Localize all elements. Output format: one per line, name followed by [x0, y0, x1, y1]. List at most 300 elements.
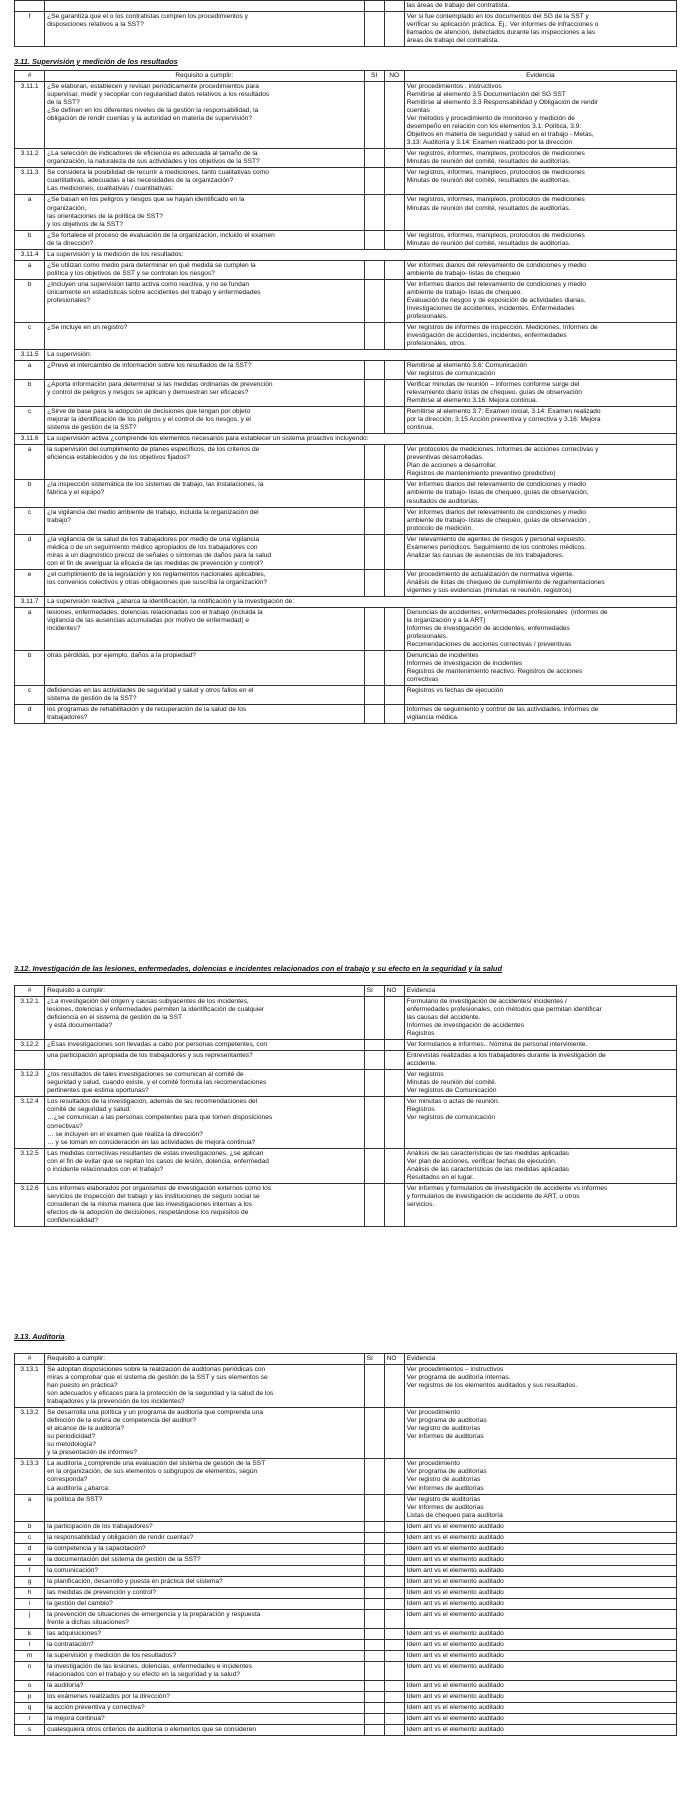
section-313	[14, 1332, 677, 1736]
requirement-line: La auditoría ¿abarca:	[47, 1484, 110, 1492]
evidence-line: Idem ant vs el elemento auditado	[406, 1629, 504, 1637]
si-cell	[364, 686, 384, 705]
evidence-line: Plan de acciones a desarrollar.	[406, 462, 497, 470]
row-number: c	[15, 407, 45, 434]
si-cell	[364, 445, 384, 480]
table-row	[15, 534, 677, 569]
evidence-cell	[404, 1097, 676, 1148]
requirement-line: médica o de un seguimiento médico apropiados de los trabajadores con	[47, 543, 258, 551]
evidence-line: Idem ant vs el elemento auditado	[406, 1566, 504, 1574]
evidence-line: Idem ant vs el elemento auditado	[406, 1544, 504, 1552]
requirement-line: sistema de gestión de la SST?	[47, 695, 137, 703]
evidence-line: Ver informes diarios del relevamiento de condiciones y medio	[406, 261, 586, 269]
row-number: d	[15, 534, 45, 569]
row-number: g	[15, 1576, 45, 1587]
si-cell	[364, 1554, 384, 1565]
table-row	[15, 596, 677, 607]
row-number	[15, 1051, 45, 1070]
table-row	[15, 1692, 677, 1703]
no-cell	[384, 480, 404, 507]
requirement-line: Se desarrolla una política y un programa de auditoría que comprenda una	[47, 1409, 264, 1417]
row-number: b	[15, 230, 45, 249]
requirement-line: organización,	[47, 204, 87, 212]
si-cell	[364, 82, 384, 149]
si-cell	[364, 1183, 384, 1226]
requirement-line: … y se toman en consideración en las actividades de mejora continua?	[47, 1138, 256, 1146]
requirements-table	[14, 70, 677, 724]
requirement-cell	[45, 607, 364, 650]
header-no: NO	[384, 1354, 404, 1365]
si-cell	[364, 279, 384, 322]
evidence-line: Minutas de reunión del comité, resultados de auditorías.	[406, 239, 571, 247]
evidence-line: Minutas de reunión del comité, resultados de auditorías.	[406, 158, 571, 166]
si-cell	[364, 534, 384, 569]
evidence-cell	[404, 1365, 676, 1408]
table-row	[15, 1097, 677, 1148]
header-no: NO	[384, 71, 404, 82]
evidence-line: Analizar las causas de ausencias de los trabajadores.	[406, 551, 564, 559]
requirement-cell	[45, 1051, 364, 1070]
requirement-line: obligación de rendir cuentas y la autoridad en materia de supervisión?	[47, 115, 253, 123]
row-number: m	[15, 1651, 45, 1662]
requirement-line: pertinentes que estima oportunas?	[47, 1087, 149, 1095]
evidence-line: Idem ant vs el elemento auditado	[406, 1555, 504, 1563]
requirement-cell	[45, 1587, 364, 1598]
evidence-line: Ver minutas o actas de reunión.	[406, 1098, 500, 1106]
requirement-line: la responsabilidad y obligación de rendir cuentas?	[47, 1533, 194, 1541]
evidence-cell	[404, 1408, 676, 1459]
requirement-line: Las medidas correctivas resultantes de estas investigaciones, ¿se aplican	[47, 1149, 264, 1157]
evidence-line: por la dirección, 3.15 Acción preventiva y correctiva y 3.16: Mejora	[406, 416, 601, 424]
requirement-cell	[45, 407, 364, 434]
requirement-cell	[45, 82, 364, 149]
evidence-cell	[404, 322, 676, 349]
evidence-cell	[404, 1543, 676, 1554]
evidence-line: ambiente de trabajo- listas de chequeo, guías de observación ,	[406, 516, 591, 524]
table-row	[15, 1459, 677, 1494]
evidence-line: Ver procedimientos – instructivos	[406, 1366, 504, 1374]
requirement-line: ¿la vigilancia del medio ambiente de trabajo, incluida la organización del	[47, 508, 259, 516]
requirement-line: otras pérdidas, por ejemplo, daños a la propiedad?	[47, 652, 196, 660]
evidence-line: la organización y a la ART)	[406, 616, 486, 624]
evidence-line: Formulario de investigación de accidentes/ incidentes /	[406, 998, 567, 1006]
evidence-cell	[404, 1628, 676, 1639]
requirement-cell	[45, 1609, 364, 1628]
evidence-cell	[404, 480, 676, 507]
si-cell	[364, 195, 384, 230]
requirements-table	[14, 985, 677, 1227]
evidence-line: resultados de auditorías.	[406, 497, 479, 505]
requirement-cell	[45, 534, 364, 569]
row-number: d	[15, 705, 45, 724]
evidence-line: Ver informes diarios del relevamiento de condiciones y medio	[406, 508, 586, 516]
requirement-cell	[45, 149, 364, 168]
no-cell	[384, 686, 404, 705]
requirement-line: la auditoría?	[47, 1682, 84, 1690]
evidence-cell	[404, 1714, 676, 1725]
requirement-line: consideran de la misma manera que las investigaciones internas a los	[47, 1200, 253, 1208]
table-row	[15, 195, 677, 230]
no-cell	[384, 407, 404, 434]
row-number: a	[15, 361, 45, 380]
evidence-line: Ver registros, informes, manipleos, protocolos de mediciones	[406, 169, 585, 177]
requirement-cell	[45, 1543, 364, 1554]
row-number: i	[15, 1598, 45, 1609]
evidence-line: Denuncias de incidentes	[406, 652, 479, 660]
no-cell	[384, 361, 404, 380]
evidence-cell	[404, 1703, 676, 1714]
requirement-line: La supervisión y la medición de los resultados:	[47, 250, 184, 258]
table-row	[15, 1725, 677, 1736]
requirement-line: ¿la vigilancia de la salud de los trabajadores por medio de una vigilancia	[47, 535, 259, 543]
requirement-line: lesiones, enfermedades, dolencias relacionadas con el trabajo (incluida la	[47, 608, 263, 616]
evidence-line: Ver programa de auditorías	[406, 1468, 487, 1476]
requirement-line: definición de la esfera de competencia del auditor?	[47, 1417, 196, 1425]
requirement-line: miras a un diagnóstico precoz de señales o síntomas de daños para la salud	[47, 551, 272, 559]
evidence-line: Remitirse al elemento 3.16: Mejora continua.	[406, 397, 538, 405]
si-cell	[364, 1565, 384, 1576]
requirement-line: ¿Incluyen una supervisión tanto activa como reactiva, y no se fundan	[47, 280, 250, 288]
table-row	[15, 230, 677, 249]
evidence-line: Informes de investigación de accidentes	[406, 1022, 525, 1030]
si-cell	[364, 1651, 384, 1662]
evidence-cell	[404, 1725, 676, 1736]
no-cell	[384, 1554, 404, 1565]
si-cell	[364, 1521, 384, 1532]
requirement-line: la comunicación?	[47, 1566, 99, 1574]
table-row	[15, 1494, 677, 1521]
row-number: q	[15, 1703, 45, 1714]
row-number: 3.12.6	[15, 1183, 45, 1226]
requirement-line: las medidas de prevención y control?	[47, 1588, 156, 1596]
evidence-cell	[404, 168, 676, 195]
table-row	[15, 1554, 677, 1565]
evidence-line: vigentes y sus evidencias (minutas re reunión, registros)	[406, 586, 572, 594]
evidence-cell	[404, 82, 676, 149]
requirements-table	[14, 1353, 677, 1736]
requirement-line: con el fin de evitar que se repitan los casos de lesión, dolencia, enfermedad	[47, 1157, 269, 1165]
header-num: #	[15, 71, 45, 82]
si-cell	[364, 1040, 384, 1051]
si-cell	[364, 651, 384, 686]
evidence-cell	[404, 686, 676, 705]
evidence-line: profesionales.	[406, 632, 448, 640]
no-cell	[384, 1662, 404, 1681]
evidence-line: Remitirse al elemento 3.6: Comunicación	[406, 362, 527, 370]
requirement-line: relacionados con el trabajo y su efecto en la seguridad y la salud?	[47, 1671, 240, 1679]
row-number: c	[15, 507, 45, 534]
requirement-cell	[45, 445, 364, 480]
table-row	[15, 1639, 677, 1650]
evidence-line: Idem ant vs el elemento auditado	[406, 1726, 504, 1734]
requirement-line: ¿el cumplimiento de la legislación y los reglamentos nacionales aplicables,	[47, 570, 266, 578]
requirement-line: servicios de inspección del trabajo y las instituciones de seguro social se	[47, 1192, 260, 1200]
evidence-line: ambiente de trabajo- listas de chequeo, guías de observación,	[406, 489, 589, 497]
header-ev: Evidencia	[404, 1354, 676, 1365]
requirement-line: confidencialidad?	[47, 1216, 99, 1224]
requirement-line: los exámenes realizados por la dirección?	[47, 1693, 170, 1701]
requirement-line: con el fin de averiguar la eficacia de las medidas de prevención y control?	[47, 559, 264, 567]
requirement-line: trabajadores y la prevención de los incidentes?	[47, 1398, 185, 1406]
no-cell	[384, 607, 404, 650]
header-req: Requisito a cumplir:	[45, 986, 364, 997]
row-number: a	[15, 1494, 45, 1521]
row-number: 3.11.1	[15, 82, 45, 149]
requirement-line: de la SST?	[47, 99, 80, 107]
row-number: 3.11.2	[15, 149, 45, 168]
si-cell	[364, 1408, 384, 1459]
requirement-line: La supervisión activa ¿comprende los elementos necesarios para establecer un sistema proactivo incluyendo:	[47, 435, 369, 443]
requirement-line: Se considera la posibilidad de recurrir a mediciones, tanto cualitativas como	[47, 169, 269, 177]
section-title: 3.13. Auditoría	[14, 1332, 65, 1341]
requirement-line: trabajo?	[47, 516, 71, 524]
requirement-line: ¿Esas investigaciones son llevadas a cabo por personas competentes, con	[47, 1041, 268, 1049]
evidence-line: Análisis de las características de las medidas aplicadas	[406, 1165, 570, 1173]
no-cell	[384, 1040, 404, 1051]
requirement-line: la supervisión del cumplimiento de planes específicos, de los criterios de	[47, 446, 260, 454]
evidence-line: Ver relevamiento de agentes de riesgos y personal expuesto.	[406, 535, 586, 543]
requirement-line: ¿Se incluye en un registro?	[47, 323, 128, 331]
row-number: l	[15, 1639, 45, 1650]
si-cell	[364, 1714, 384, 1725]
row-number: k	[15, 1628, 45, 1639]
evidence-line: Ver si fue contemplado en los documentos del SG de la SST y	[406, 13, 589, 21]
requirement-line: ¿Se fortalece el proceso de evaluación de la organización, incluido el examen	[47, 231, 275, 239]
requirement-cell	[45, 1365, 364, 1408]
evidence-line: Ver programa de auditoría internas.	[406, 1374, 511, 1382]
evidence-cell	[404, 1051, 676, 1070]
table-row	[15, 260, 677, 279]
evidence-line: Idem ant vs el elemento auditado	[406, 1533, 504, 1541]
no-cell	[384, 534, 404, 569]
evidence-line: Ver informes diarios del relevamiento de condiciones y medio	[406, 481, 586, 489]
requirement-line: las adquisiciones?	[47, 1629, 102, 1637]
header-req: Requisito a cumplir:	[45, 1354, 364, 1365]
header-si: SI	[364, 986, 384, 997]
table-row	[15, 705, 677, 724]
si-cell	[364, 1692, 384, 1703]
evidence-cell	[404, 997, 676, 1040]
requirement-line: deficiencias en las actividades de seguridad y salud y otros fallos en el	[47, 687, 254, 695]
requirement-line: la contratación?	[47, 1640, 94, 1648]
row-number: f	[15, 12, 45, 47]
evidence-cell	[404, 149, 676, 168]
no-cell	[384, 1494, 404, 1521]
row-number: a	[15, 195, 45, 230]
table-row	[15, 607, 677, 650]
table-header-row	[15, 986, 677, 997]
no-cell	[384, 1532, 404, 1543]
si-cell	[364, 407, 384, 434]
evidence-line: Remitirse al elemento 3.5 Documentación del SG SST	[406, 91, 566, 99]
requirement-cell	[45, 705, 364, 724]
evidence-cell	[404, 1681, 676, 1692]
row-number: b	[15, 480, 45, 507]
evidence-line: Remitirse al elemento 3.7: Examen inicial, 3.14: Examen realizado	[406, 408, 601, 416]
requirement-line: comité de seguridad y salud:	[47, 1106, 132, 1114]
evidence-line: profesionales.	[406, 312, 448, 320]
row-number: e	[15, 569, 45, 596]
requirement-line: la gestión del cambio?	[47, 1599, 113, 1607]
requirement-cell	[45, 1651, 364, 1662]
evidence-cell	[404, 1576, 676, 1587]
requirement-line: la competencia y la capacitación?	[47, 1544, 146, 1552]
header-no: NO	[384, 986, 404, 997]
table-row	[15, 380, 677, 407]
no-cell	[384, 1408, 404, 1459]
evidence-cell	[404, 1587, 676, 1598]
si-cell	[364, 480, 384, 507]
si-cell	[364, 1576, 384, 1587]
si-cell	[364, 168, 384, 195]
requirement-line: los convenios colectivos y otras obligaciones que suscriba la organización?	[47, 578, 268, 586]
requirement-cell	[45, 230, 364, 249]
evidence-line: ambiente de trabajo- listas de chequeo.	[406, 288, 523, 296]
requirement-line: ¿Prevé el intercambio de información sobre los resultados de la SST?	[47, 362, 252, 370]
table-row	[15, 686, 677, 705]
requirement-cell	[45, 195, 364, 230]
evidence-line: Ver registro de auditorías	[406, 1476, 481, 1484]
evidence-line: Ver protocolos de mediciones. Informes de acciones correctivas y	[406, 446, 599, 454]
row-number: 3.12.4	[15, 1097, 45, 1148]
evidence-cell	[404, 1662, 676, 1681]
evidence-line: Idem ant vs el elemento auditado	[406, 1610, 504, 1618]
table-row	[15, 1565, 677, 1576]
si-cell	[364, 1587, 384, 1598]
evidence-line: Registros de mantenimiento reactivo. Registros de acciones	[406, 668, 583, 676]
requirement-cell	[45, 1040, 364, 1051]
no-cell	[384, 705, 404, 724]
row-number: s	[15, 1725, 45, 1736]
si-cell	[364, 1494, 384, 1521]
table-row	[15, 1148, 677, 1183]
no-cell	[384, 1609, 404, 1628]
evidence-line: Minutas de reunión del comité.	[406, 1079, 497, 1087]
si-cell	[364, 1070, 384, 1097]
row-number: a	[15, 260, 45, 279]
requirement-line: La supervisión reactiva ¿abarca la identificación, la notificación y la investigación de:	[47, 597, 295, 605]
evidence-line: Idem ant vs el elemento auditado	[406, 1599, 504, 1607]
no-cell	[384, 82, 404, 149]
evidence-cell	[404, 361, 676, 380]
table-row	[15, 1714, 677, 1725]
requirement-cell	[45, 322, 364, 349]
requirement-line: lesiones, dolencias y enfermedades permiten la identificación de cualquier	[47, 1006, 265, 1014]
evidence-cell	[404, 569, 676, 596]
requirement-line: ¿la inspección sistemática de los sistemas de trabajo, las instalaciones, la	[47, 481, 264, 489]
row-number: c	[15, 1532, 45, 1543]
requirement-line: una participación apropiada de los trabajadores y sus representantes?	[47, 1052, 253, 1060]
row-number: e	[15, 1554, 45, 1565]
table-header-row	[15, 1354, 677, 1365]
requirement-line: ¿los resultados de tales investigaciones se comunican al comité de	[47, 1071, 244, 1079]
requirement-cell	[45, 1408, 364, 1459]
table-row	[15, 651, 677, 686]
row-number: 3.12.3	[15, 1070, 45, 1097]
evidence-line: Informes de investigación de incidentes	[406, 660, 523, 668]
requirement-line: la supervisión y medición de los resultados?	[47, 1652, 177, 1659]
no-cell	[384, 1681, 404, 1692]
requirement-cell	[45, 168, 364, 195]
requirement-cell	[45, 380, 364, 407]
requirement-cell	[45, 1494, 364, 1521]
evidence-line: Ver informes diarios del relevamiento de condiciones y medio	[406, 280, 586, 288]
evidence-line: verificar su aplicación práctica. Ej.: Ver informes de infracciones o	[406, 21, 599, 29]
header-num: #	[15, 1354, 45, 1365]
requirement-cell	[45, 1521, 364, 1532]
requirement-line: únicamente en estadísticas sobre accidentes del trabajo y enfermedades	[47, 288, 261, 296]
row-number: 3.13.1	[15, 1365, 45, 1408]
evidence-line: servicios.	[406, 1200, 435, 1208]
requirement-line: y está documentada?	[47, 1022, 113, 1030]
table-row	[15, 12, 677, 47]
requirement-line: cualesquiera otros criterios de auditoría o elementos que se consideren	[47, 1726, 257, 1734]
no-cell	[384, 569, 404, 596]
si-cell	[364, 149, 384, 168]
evidence-cell	[404, 1692, 676, 1703]
evidence-cell	[404, 1609, 676, 1628]
no-cell	[384, 1725, 404, 1736]
evidence-cell	[404, 195, 676, 230]
requirement-cell	[45, 1097, 364, 1148]
requirement-line: ¿Se basan en los peligros y riesgos que se hayan identificado en la	[47, 196, 245, 204]
requirement-cell	[45, 434, 677, 445]
requirement-cell	[45, 1183, 364, 1226]
row-number: d	[15, 1543, 45, 1554]
no-cell	[384, 1521, 404, 1532]
requirement-line: fábrica y el equipo?	[47, 489, 105, 497]
evidence-line: Ver procedimiento de actualización de normativa vigente.	[406, 570, 574, 578]
requirement-line: La auditoría ¿comprende una evaluación del sistema de gestión de la SST	[47, 1460, 266, 1468]
evidence-line: Registros de mantenimiento preventivo (predictivo)	[406, 470, 556, 478]
evidence-line: Entrevistas realizadas a los trabajadores durante la investigación de	[406, 1052, 606, 1060]
no-cell	[384, 997, 404, 1040]
requirement-cell	[45, 569, 364, 596]
evidence-line: profesionales, otros.	[406, 339, 467, 347]
evidence-line: Registros vs fechas de ejecución	[406, 687, 504, 695]
table-row	[15, 434, 677, 445]
si-cell	[364, 1598, 384, 1609]
requirement-line: trabajadores?	[47, 714, 88, 722]
si-cell	[364, 1609, 384, 1628]
no-cell	[384, 1148, 404, 1183]
row-number: p	[15, 1692, 45, 1703]
evidence-line: Registros	[406, 1030, 435, 1038]
evidence-line: Idem ant vs el elemento auditado	[406, 1640, 504, 1648]
requirement-cell	[45, 1554, 364, 1565]
evidence-line: Ver procedimiento	[406, 1460, 460, 1468]
requirement-cell	[45, 997, 364, 1040]
no-cell	[384, 1714, 404, 1725]
requirement-line: profesionales?	[47, 296, 91, 304]
table-row	[15, 1662, 677, 1681]
no-cell	[384, 507, 404, 534]
table-row	[15, 1598, 677, 1609]
si-cell	[364, 1725, 384, 1736]
evidence-cell	[404, 1532, 676, 1543]
table-row	[15, 149, 677, 168]
evidence-line: Verificar minutas de reunión – informes conforme surge del	[406, 381, 580, 389]
no-cell	[384, 1565, 404, 1576]
requirement-line: de la dirección?	[47, 239, 94, 247]
no-cell	[384, 1051, 404, 1070]
si-cell	[364, 1097, 384, 1148]
no-cell	[384, 168, 404, 195]
table-row	[15, 1051, 677, 1070]
requirement-cell	[45, 1681, 364, 1692]
header-ev: Evidencia	[404, 986, 676, 997]
table-row	[15, 480, 677, 507]
